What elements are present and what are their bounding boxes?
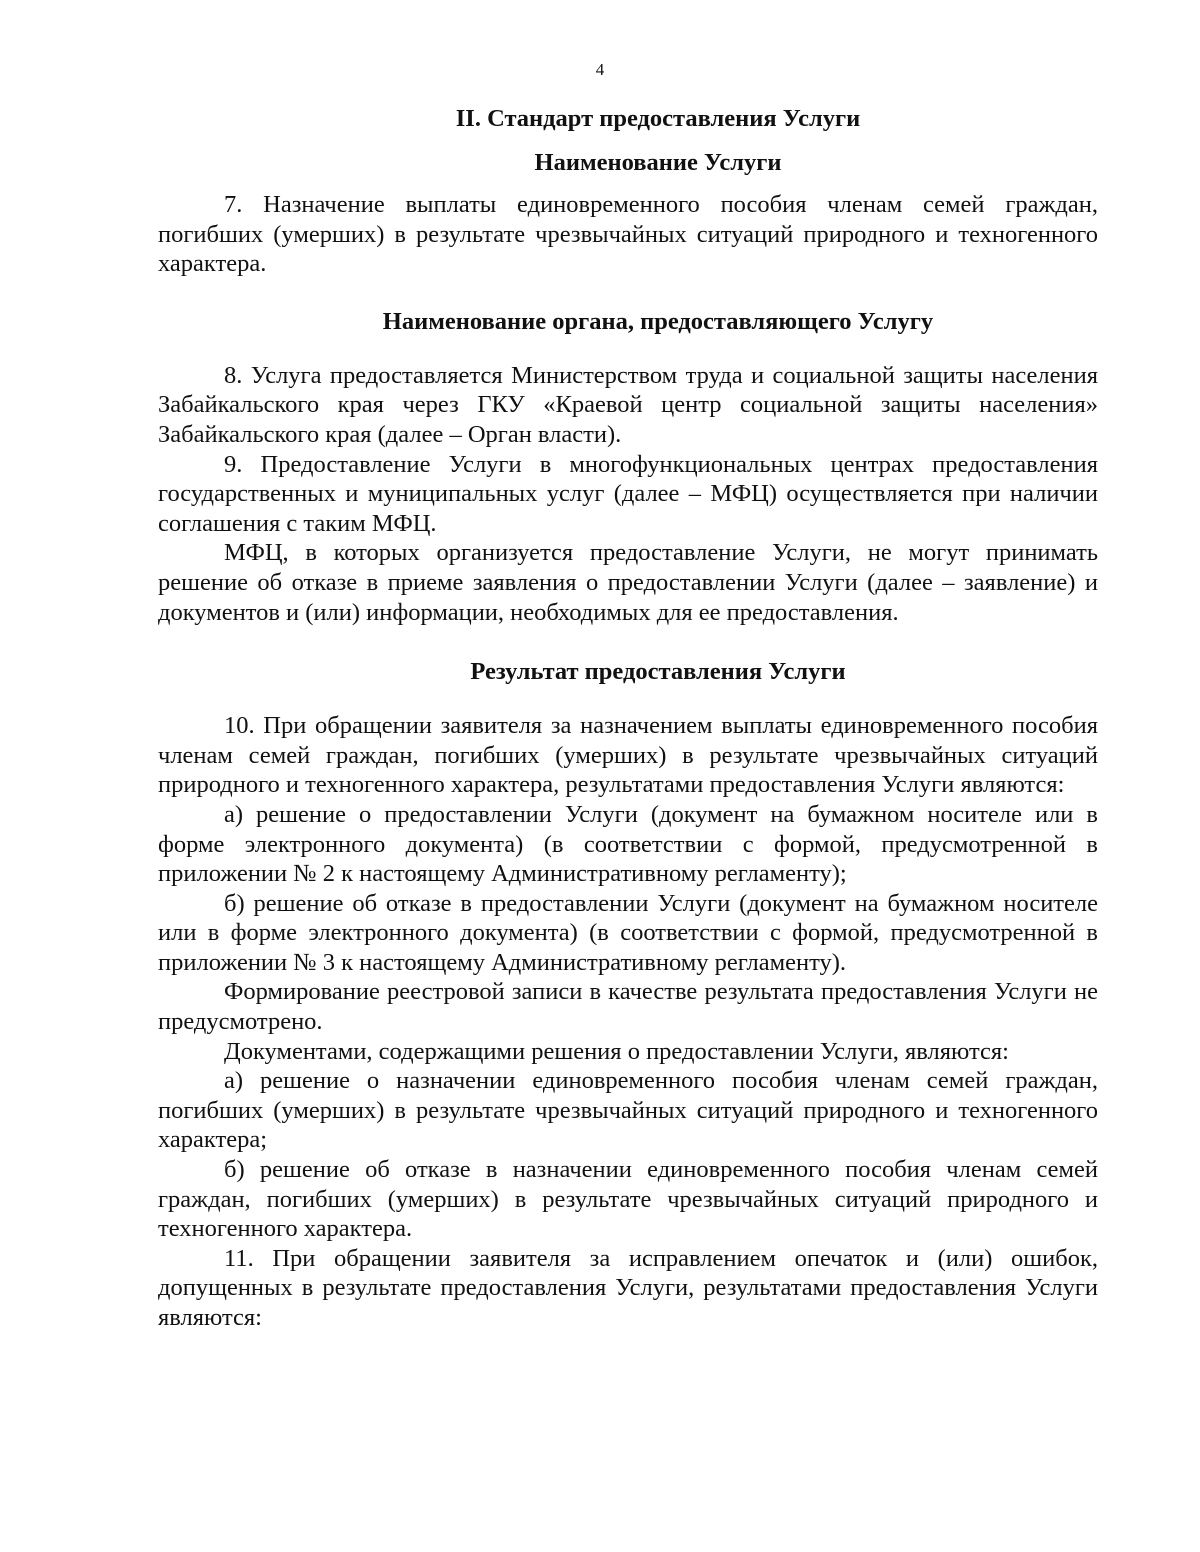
document-body bbox=[158, 104, 1098, 1333]
paragraph-8: 8. Услуга предоставляется Министерством труда и социальной защиты населения Забайкальского края через ГКУ «Краевой центр социальной защиты населения» Забайкальского края (далее – Орган власти). bbox=[158, 361, 1098, 448]
paragraph-10-documents: Документами, содержащими решения о предоставлении Услуги, являются: bbox=[224, 1037, 1009, 1065]
heading-providing-organ: Наименование органа, предоставляющего Услугу bbox=[382, 307, 934, 335]
page-number: 4 bbox=[595, 60, 605, 79]
heading-service-name: Наименование Услуги bbox=[534, 149, 782, 176]
paragraph-10: 10. При обращении заявителя за назначением выплаты единовременного пособия членам семей граждан, погибших (умерших) в результате чрезвычайных ситуаций природного и техногенного характера, результатами предоставления Услуги являются: bbox=[158, 712, 1098, 799]
paragraph-10-registry: Формирование реестровой записи в качестве результата предоставления Услуги не предусмотрено. bbox=[158, 978, 1098, 1036]
section-title: II. Стандарт предоставления Услуги bbox=[455, 105, 861, 132]
paragraph-11: 11. При обращении заявителя за исправлением опечаток и (или) ошибок, допущенных в результате предоставления Услуги, результатами предоставления Услуги являются: bbox=[158, 1244, 1098, 1331]
paragraph-9: 9. Предоставление Услуги в многофункциональных центрах предоставления государственных и муниципальных услуг (далее – МФЦ) осуществляется при наличии соглашения с таким МФЦ. bbox=[158, 450, 1098, 537]
paragraph-10-a: а) решение о предоставлении Услуги (документ на бумажном носителе или в форме электронного документа) (в соответствии с формой, предусмотренной в приложении № 2 к настоящему Административному регламенту); bbox=[158, 800, 1098, 888]
paragraph-10-doc-b: б) решение об отказе в назначении единовременного пособия членам семей граждан, погибших (умерших) в результате чрезвычайных ситуаций природного и техногенного характера. bbox=[158, 1156, 1098, 1243]
paragraph-10-b: б) решение об отказе в предоставлении Услуги (документ на бумажном носителе или в форме электронного документа) (в соответствии с формой, предусмотренной в приложении № 3 к настоящему Административному регламенту). bbox=[158, 889, 1098, 976]
paragraph-9-mfc: МФЦ, в которых организуется предоставление Услуги, не могут принимать решение об отказе в приеме заявления о предоставлении Услуги (далее – заявление) и документов и (или) информации, необходимых для ее предоставления. bbox=[158, 539, 1098, 626]
paragraph-10-doc-a: а) решение о назначении единовременного пособия членам семей граждан, погибших (умерших) в результате чрезвычайных ситуаций природного и техногенного характера; bbox=[158, 1067, 1098, 1154]
paragraph-7: 7. Назначение выплаты единовременного пособия членам семей граждан, погибших (умерших) в результате чрезвычайных ситуаций природного и техногенного характера. bbox=[158, 191, 1098, 278]
heading-service-result: Результат предоставления Услуги bbox=[470, 658, 846, 686]
